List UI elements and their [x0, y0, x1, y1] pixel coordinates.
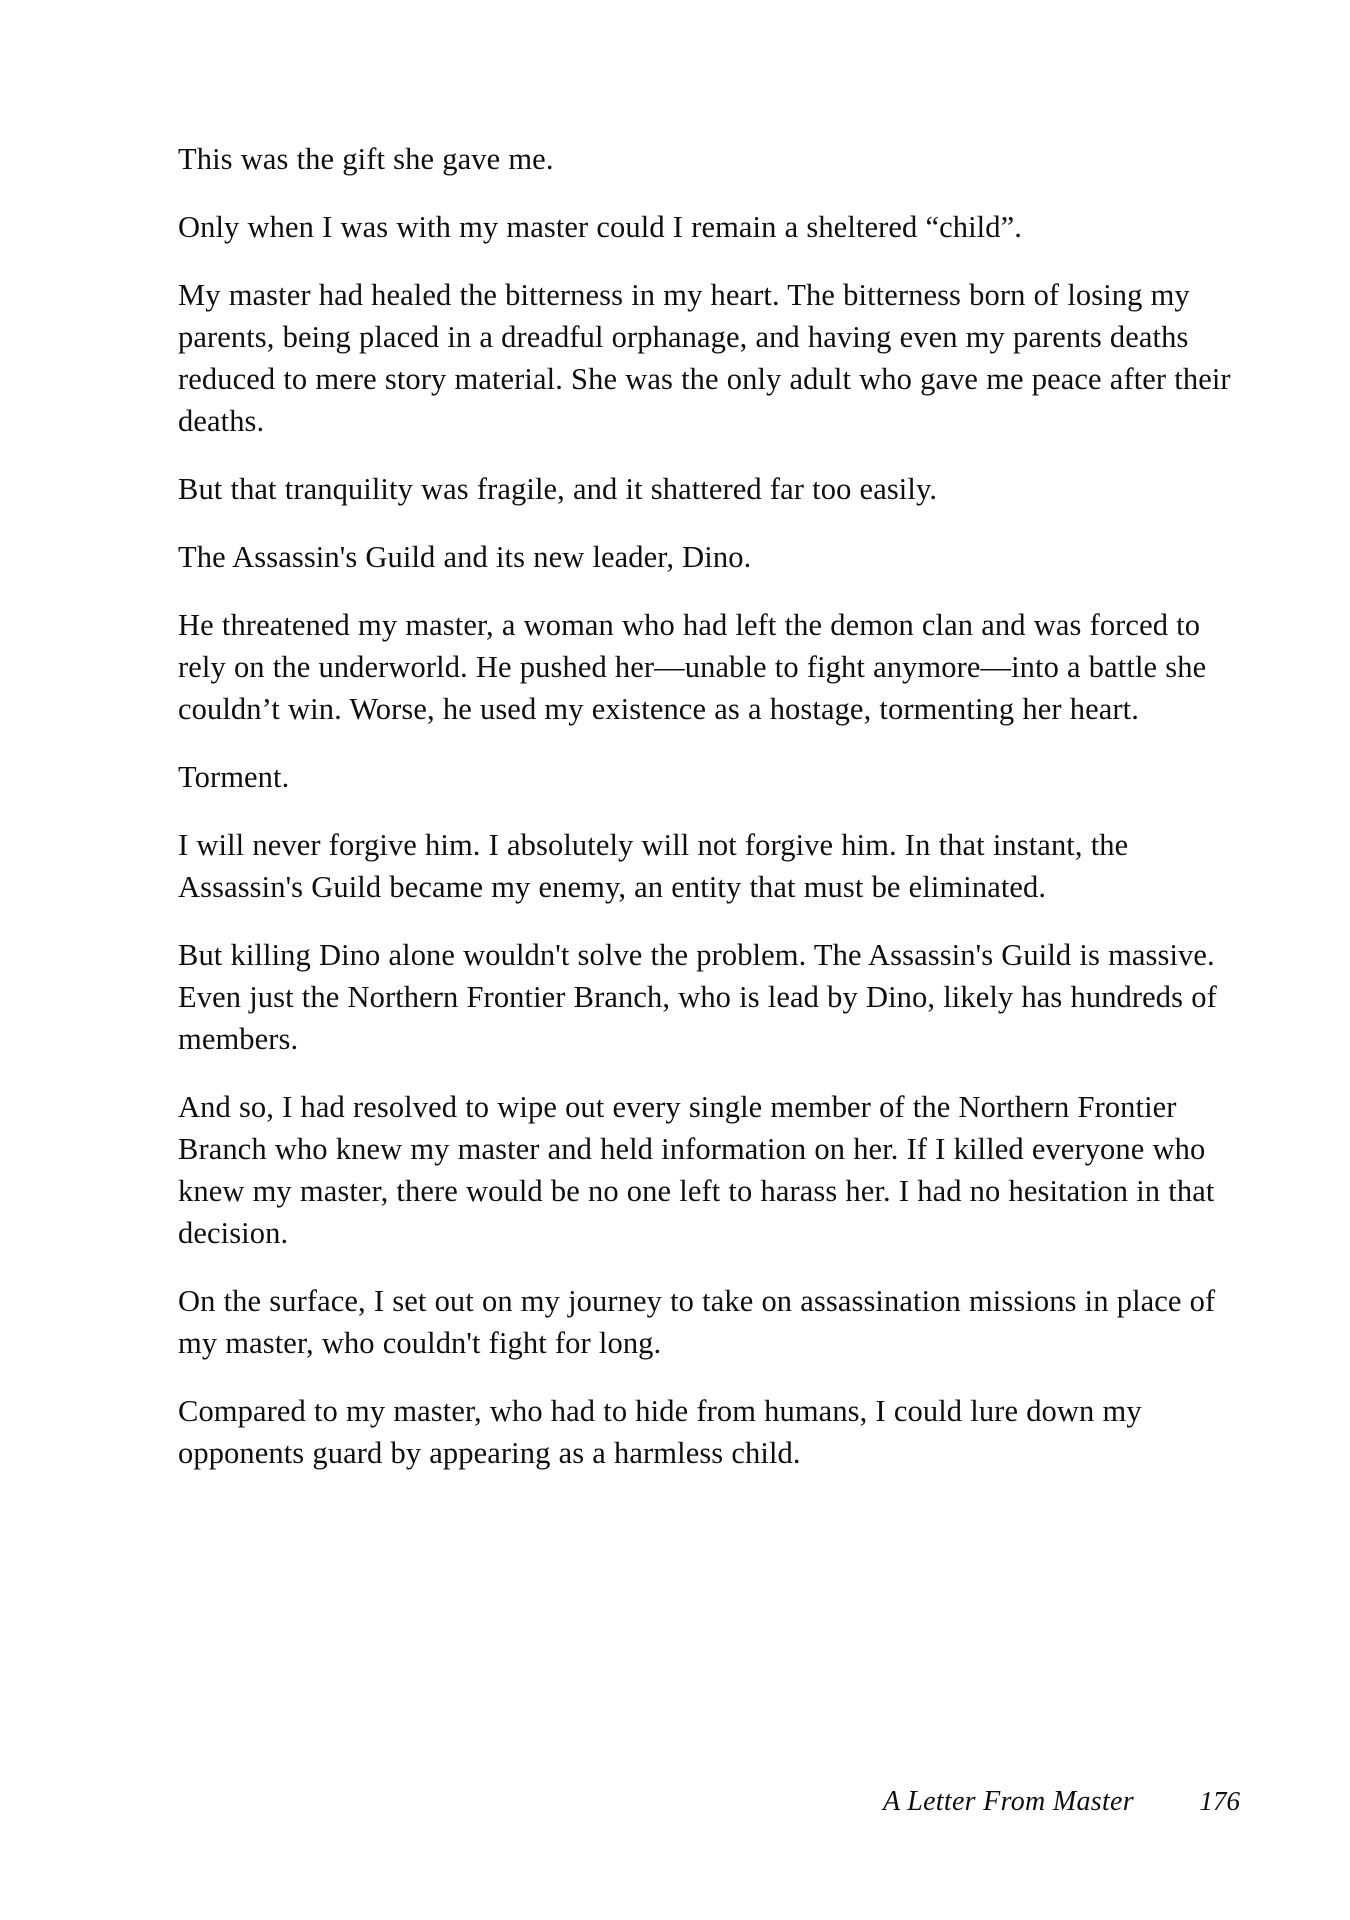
paragraph: Only when I was with my master could I remain a sheltered “child”. [178, 210, 1022, 244]
paragraph: And so, I had resolved to wipe out every single member of the Northern Frontier Branch who knew my master and held information on her. If I killed everyone who knew my master, there would be no one left to harass her. I had no hesitation in that decision. [178, 1090, 1215, 1250]
footer-page-number: 176 [1199, 1786, 1240, 1816]
page-footer [178, 1786, 1240, 1818]
paragraph: Torment. [178, 760, 290, 794]
paragraph: On the surface, I set out on my journey to take on assassination missions in place of my master, who couldn't fight for long. [178, 1284, 1216, 1360]
paragraph: Compared to my master, who had to hide from humans, I could lure down my opponents guard by appearing as a harmless child. [178, 1394, 1142, 1470]
paragraph: But that tranquility was fragile, and it shattered far too easily. [178, 472, 938, 506]
footer-chapter-title: A Letter From Master [883, 1786, 1134, 1817]
paragraph: My master had healed the bitterness in my heart. The bitterness born of losing my parents, being placed in a dreadful orphanage, and having even my parents deaths reduced to mere story material. She was the only adult who gave me peace after their deaths. [178, 278, 1231, 438]
paragraph: But killing Dino alone wouldn't solve the problem. The Assassin's Guild is massive. Even just the Northern Frontier Branch, who is lead by Dino, likely has hundreds of members. [178, 938, 1217, 1056]
paragraph: He threatened my master, a woman who had left the demon clan and was forced to rely on the underworld. He pushed her—unable to fight anymore—into a battle she couldn’t win. Worse, he used my existence as a hostage, tormenting her heart. [178, 608, 1207, 726]
paragraph: This was the gift she gave me. [178, 142, 554, 176]
paragraph: The Assassin's Guild and its new leader, Dino. [178, 540, 752, 574]
paragraph: I will never forgive him. I absolutely will not forgive him. In that instant, the Assassin's Guild became my enemy, an entity that must be eliminated. [178, 828, 1129, 904]
body-text-column [178, 138, 1240, 1474]
